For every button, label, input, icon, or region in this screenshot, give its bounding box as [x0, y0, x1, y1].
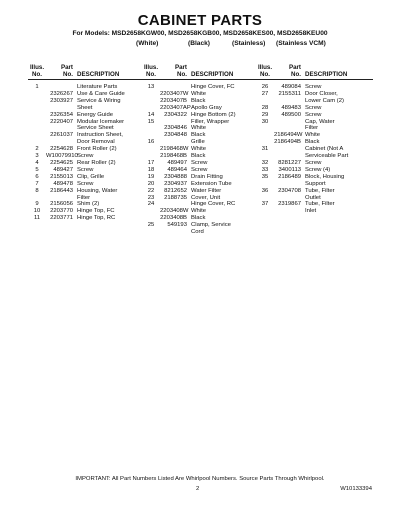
parts-row	[256, 195, 373, 202]
part-number: 2261037	[50, 132, 73, 139]
part-header-line1: Part	[174, 64, 187, 71]
parts-row	[142, 222, 259, 229]
part-number	[274, 125, 301, 132]
illus-number	[142, 125, 160, 132]
illus-number: 36	[261, 187, 269, 194]
parts-row	[256, 91, 373, 98]
parts-row	[256, 167, 373, 174]
part-number	[274, 119, 301, 126]
parts-row	[256, 153, 373, 160]
illus-number	[256, 139, 274, 146]
illus-header-line2: No.	[32, 71, 42, 78]
part-description: Filter	[305, 125, 319, 132]
parts-row	[28, 208, 145, 215]
part-number: 2203771	[50, 215, 73, 222]
illus-number	[256, 181, 274, 188]
illus-header-line2: No.	[260, 71, 270, 78]
parts-row	[256, 105, 373, 112]
illus-number: 7	[35, 180, 39, 187]
parts-row	[28, 119, 145, 126]
illus-number	[256, 125, 274, 132]
parts-row	[28, 91, 145, 98]
illus-number: 27	[261, 90, 269, 97]
parts-rows	[28, 84, 145, 222]
part-description: Use & Care Guide	[77, 90, 125, 97]
parts-row	[142, 153, 259, 160]
parts-row	[256, 160, 373, 167]
parts-row	[142, 167, 259, 174]
part-number: 2156056	[50, 201, 73, 208]
part-number: 2203408W	[160, 208, 189, 215]
illus-number: 2	[35, 146, 39, 153]
parts-row	[256, 208, 373, 215]
part-number: 2319867	[278, 201, 301, 208]
part-number: W10079910	[46, 153, 78, 160]
part-description: Energy Guide	[77, 111, 114, 118]
desc-header: DESCRIPTION	[305, 71, 348, 78]
part-header-line2: No.	[63, 71, 73, 78]
parts-row	[256, 139, 373, 146]
part-description: Outlet	[305, 194, 321, 201]
illus-number: 33	[261, 166, 269, 173]
parts-row	[142, 188, 259, 195]
illus-number: 37	[261, 201, 269, 208]
illus-number: 22	[147, 187, 155, 194]
part-number: 2304888	[164, 173, 187, 180]
part-number	[274, 153, 301, 160]
illus-number: 11	[33, 215, 41, 222]
part-number: 2198468B	[160, 153, 187, 160]
part-description: Service Sheet	[77, 125, 114, 132]
illus-number: 25	[147, 222, 155, 229]
part-number: 489464	[167, 166, 187, 173]
illus-number: 9	[35, 201, 39, 208]
parts-rows	[256, 84, 373, 215]
part-number: 2203407W	[160, 90, 189, 97]
part-number: 2198468W	[160, 146, 189, 153]
part-description: Door Removal	[77, 139, 115, 146]
part-number: 2220407	[50, 118, 73, 125]
parts-row	[142, 132, 259, 139]
part-number	[274, 98, 301, 105]
part-description: Black	[305, 139, 320, 146]
illus-number: 23	[147, 194, 155, 201]
parts-rows	[142, 84, 259, 236]
part-description: Modular Icemaker	[77, 118, 125, 125]
illus-header-line1: Illus.	[257, 64, 273, 71]
part-description: White	[191, 90, 207, 97]
illus-number: 6	[35, 173, 39, 180]
illus-number	[28, 132, 46, 139]
parts-row	[256, 84, 373, 91]
illus-number	[256, 132, 274, 139]
part-number: 8212652	[164, 187, 187, 194]
illus-number	[28, 91, 46, 98]
illus-number	[28, 119, 46, 126]
part-number: 2254625	[50, 159, 73, 166]
illus-number: 5	[35, 166, 39, 173]
illus-number	[142, 98, 160, 105]
part-number: 2203407AP	[160, 104, 191, 111]
illus-number	[256, 208, 274, 215]
part-number: 2254628	[50, 146, 73, 153]
part-description: Screw	[305, 84, 322, 90]
parts-row	[28, 167, 145, 174]
part-number	[46, 125, 73, 132]
part-description: White	[191, 208, 207, 215]
parts-row	[28, 105, 145, 112]
illus-number: 1	[35, 84, 39, 90]
part-number: 2203770	[50, 208, 73, 215]
part-description: Tube, Filter	[305, 201, 335, 208]
illus-number	[28, 195, 46, 202]
parts-row	[28, 160, 145, 167]
part-description: Hinge Top, FC	[77, 208, 115, 215]
part-description: Hinge Bottom (2)	[191, 111, 236, 118]
illus-number	[28, 98, 46, 105]
parts-column-3	[256, 64, 373, 215]
part-number: 2155311	[278, 90, 301, 97]
part-description: Support	[305, 180, 326, 187]
part-header-line2: No.	[177, 71, 187, 78]
desc-header: DESCRIPTION	[191, 71, 234, 78]
part-description: Black	[191, 132, 206, 139]
part-number: 2188735	[164, 194, 187, 201]
part-description: Lower Cam (2)	[305, 97, 344, 104]
part-description: Screw	[77, 180, 94, 187]
parts-row	[28, 84, 145, 91]
parts-row	[28, 195, 145, 202]
part-description: Cabinet (Not A	[305, 146, 344, 153]
part-description: Filter	[77, 194, 91, 201]
part-description: Hinge Cover, FC	[191, 84, 235, 90]
part-number	[274, 146, 301, 153]
part-description: Grille	[191, 139, 205, 146]
illus-number: 32	[261, 159, 269, 166]
variant-white: (White)	[136, 40, 159, 47]
part-number: 2326267	[50, 90, 73, 97]
parts-row	[142, 139, 259, 146]
illus-number: 13	[147, 84, 155, 90]
parts-row	[256, 125, 373, 132]
parts-row	[28, 201, 145, 208]
part-description: Screw (4)	[305, 166, 331, 173]
column-header	[142, 64, 259, 80]
illus-number: 26	[261, 84, 269, 90]
variant-stainless-vcm: (Stainless VCM)	[276, 40, 326, 47]
illus-number: 24	[147, 201, 155, 208]
part-number: 549193	[167, 222, 187, 229]
part-number	[274, 208, 301, 215]
part-number: 489478	[53, 180, 73, 187]
part-number: 2203408B	[160, 215, 187, 222]
parts-row	[142, 146, 259, 153]
part-description: Serviceable Part	[305, 153, 349, 160]
parts-row	[142, 125, 259, 132]
part-number: 2203407B	[160, 97, 187, 104]
parts-column-2	[142, 64, 259, 236]
parts-row	[28, 139, 145, 146]
illus-number: 10	[33, 208, 41, 215]
illus-number	[142, 146, 160, 153]
illus-number	[142, 229, 160, 236]
illus-number	[142, 105, 160, 112]
part-description: Screw	[191, 159, 208, 166]
illus-number: 4	[35, 159, 39, 166]
page-title: CABINET PARTS	[137, 12, 263, 29]
variant-black: (Black)	[188, 40, 210, 47]
illus-number: 3	[35, 153, 39, 160]
illus-number	[256, 195, 274, 202]
part-number: 8281227	[278, 159, 301, 166]
part-description: Black	[191, 215, 206, 222]
illus-header-line1: Illus.	[29, 64, 45, 71]
parts-row	[142, 215, 259, 222]
model-list: For Models: MSD2658KGW00, MSD2658KGB00, MSD2658KES00, MSD2658KEU00	[72, 30, 328, 37]
illus-number: 17	[147, 159, 155, 166]
parts-row	[28, 174, 145, 181]
illus-number: 31	[261, 146, 269, 153]
parts-row	[142, 174, 259, 181]
part-description: White	[191, 146, 207, 153]
parts-row	[142, 119, 259, 126]
part-number	[160, 229, 187, 236]
part-description: Hinge Cover, RC	[191, 201, 236, 208]
illus-number	[28, 105, 46, 112]
illus-number: 14	[147, 111, 155, 118]
illus-number	[28, 139, 46, 146]
parts-row	[28, 188, 145, 195]
document-number: W10133394	[340, 486, 372, 492]
part-description: Door Closer,	[305, 90, 338, 97]
part-description: Filler, Wrapper	[191, 118, 230, 125]
illus-number: 15	[147, 118, 155, 125]
part-description: Tube, Filter	[305, 187, 335, 194]
part-number: 2186489	[278, 173, 301, 180]
illus-number: 16	[147, 139, 155, 146]
part-number: 2186494W	[274, 132, 303, 139]
parts-row	[142, 84, 259, 91]
parts-row	[256, 112, 373, 119]
part-description: Literature Parts	[77, 84, 118, 90]
part-description: Rear Roller (2)	[77, 159, 116, 166]
part-number: 489497	[167, 159, 187, 166]
column-header	[28, 64, 145, 80]
part-description: Instruction Sheet,	[77, 132, 123, 139]
part-description: Shim (2)	[77, 201, 100, 208]
illus-number	[142, 208, 160, 215]
part-description: Hinge Top, RC	[77, 215, 116, 222]
part-description: Screw	[77, 166, 94, 173]
illus-number	[142, 91, 160, 98]
part-description: Block, Housing	[305, 173, 345, 180]
part-description: Housing, Water	[77, 187, 118, 194]
parts-row	[142, 181, 259, 188]
desc-header: DESCRIPTION	[77, 71, 120, 78]
illus-number: 29	[261, 111, 269, 118]
part-description: Service & Wiring	[77, 97, 121, 104]
column-header	[256, 64, 373, 80]
part-description: Drain Fitting	[191, 173, 223, 180]
part-description: Black	[191, 97, 206, 104]
part-number	[46, 139, 73, 146]
illus-number	[256, 98, 274, 105]
parts-row	[28, 98, 145, 105]
part-description: Front Roller (2)	[77, 146, 117, 153]
parts-row	[142, 208, 259, 215]
illus-number: 28	[261, 104, 269, 111]
parts-row	[28, 125, 145, 132]
parts-row	[142, 112, 259, 119]
parts-row	[256, 188, 373, 195]
part-number: 2304937	[164, 180, 187, 187]
part-description: Cord	[191, 229, 204, 236]
part-number: 2326354	[50, 111, 73, 118]
part-header-line2: No.	[291, 71, 301, 78]
illus-header-line2: No.	[146, 71, 156, 78]
part-number	[46, 105, 73, 112]
part-description: Water Filter	[191, 187, 222, 194]
part-description: Screw	[305, 111, 322, 118]
illus-number: 19	[147, 173, 155, 180]
part-description: Black	[191, 153, 206, 160]
illus-number	[142, 215, 160, 222]
part-number: 489084	[281, 84, 301, 90]
part-description: Cover, Unit	[191, 194, 221, 201]
part-description: Screw	[305, 159, 322, 166]
part-number	[160, 139, 187, 146]
parts-row	[256, 146, 373, 153]
parts-row	[256, 98, 373, 105]
illus-number: 35	[261, 173, 269, 180]
footer-note: IMPORTANT: All Part Numbers Listed Are Whirlpool Numbers. Source Parts Through Whirlpool.	[75, 476, 325, 482]
part-description: Extension Tube	[191, 180, 232, 187]
part-number: 2304708	[278, 187, 301, 194]
part-number: 3400113	[278, 166, 301, 173]
part-number	[274, 195, 301, 202]
illus-number	[28, 112, 46, 119]
illus-number	[28, 125, 46, 132]
illus-number	[256, 153, 274, 160]
part-description: Clamp, Service	[191, 222, 231, 229]
parts-row	[142, 91, 259, 98]
illus-number: 8	[35, 187, 39, 194]
illus-number: 20	[147, 180, 155, 187]
page-number: 2	[196, 486, 200, 492]
part-number: 2303927	[50, 97, 73, 104]
part-number: 2304846	[164, 125, 187, 132]
parts-row	[256, 174, 373, 181]
part-description: Clip, Grille	[77, 173, 105, 180]
parts-column-1	[28, 64, 145, 222]
part-number	[274, 181, 301, 188]
illus-number: 18	[147, 166, 155, 173]
parts-row	[256, 201, 373, 208]
parts-row	[28, 215, 145, 222]
model-variants	[0, 40, 400, 49]
part-number: 489500	[281, 111, 301, 118]
parts-row	[28, 146, 145, 153]
parts-row	[256, 181, 373, 188]
parts-row	[28, 132, 145, 139]
illus-header-line1: Illus.	[143, 64, 159, 71]
part-number: 489427	[53, 166, 73, 173]
part-number	[160, 84, 187, 91]
part-description: Inlet	[305, 208, 317, 215]
part-number: 2155013	[50, 173, 73, 180]
part-number	[160, 119, 187, 126]
part-header-line1: Part	[288, 64, 301, 71]
parts-row	[256, 119, 373, 126]
parts-row	[28, 153, 145, 160]
part-description: Cap, Water	[305, 118, 335, 125]
parts-row	[142, 229, 259, 236]
part-number	[46, 84, 73, 91]
illus-number: 30	[261, 118, 269, 125]
parts-row	[28, 181, 145, 188]
parts-row	[256, 132, 373, 139]
parts-row	[142, 160, 259, 167]
part-description: White	[305, 132, 321, 139]
part-description: Screw	[191, 166, 208, 173]
illus-number	[142, 132, 160, 139]
part-number	[160, 201, 187, 208]
illus-number	[142, 153, 160, 160]
variant-stainless: (Stainless)	[232, 40, 266, 47]
part-description: Apollo Gray	[191, 104, 222, 111]
part-header-line1: Part	[60, 64, 73, 71]
parts-row	[142, 195, 259, 202]
parts-row	[142, 201, 259, 208]
parts-row	[28, 112, 145, 119]
part-number: 2304848	[164, 132, 187, 139]
part-description: Sheet	[77, 104, 93, 111]
part-description: Screw	[305, 104, 322, 111]
part-number: 2304322	[164, 111, 187, 118]
parts-row	[142, 105, 259, 112]
part-number: 2186443	[50, 187, 73, 194]
parts-row	[142, 98, 259, 105]
part-number: 489483	[281, 104, 301, 111]
part-number	[46, 195, 73, 202]
part-description: Screw	[77, 153, 94, 160]
part-description: White	[191, 125, 207, 132]
part-number: 2186494B	[274, 139, 301, 146]
